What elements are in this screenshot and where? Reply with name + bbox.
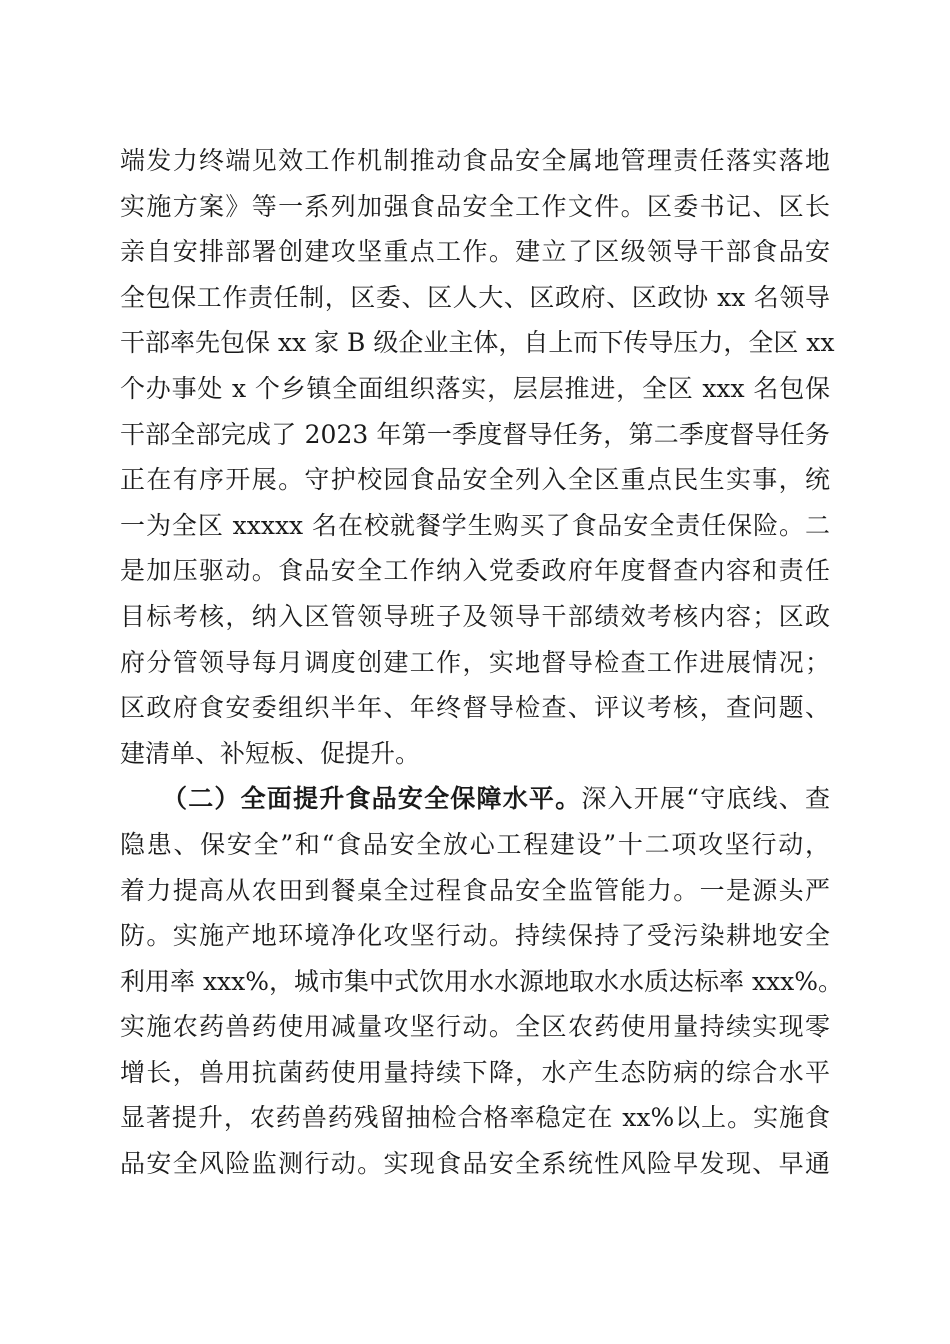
text-line: 全包保工作责任制，区委、区人大、区政府、区政协 xx 名领导 — [120, 282, 830, 312]
text-line: 目标考核，纳入区管领导班子及领导干部绩效考核内容；区政 — [120, 601, 830, 631]
text-line: 实施农药兽药使用减量攻坚行动。全区农药使用量持续实现零 — [120, 1012, 830, 1042]
text-line: 显著提升，农药兽药残留抽检合格率稳定在 xx%以上。实施食 — [120, 1103, 830, 1133]
text-line: 着力提高从农田到餐桌全过程食品安全监管能力。一是源头严 — [120, 875, 830, 905]
text-line: 干部率先包保 xx 家 B 级企业主体，自上而下传导压力，全区 xx — [120, 328, 835, 358]
text-line: 增长，兽用抗菌药使用量持续下降，水产生态防病的综合水平 — [120, 1057, 830, 1087]
text-line: 实施方案》等一系列加强食品安全工作文件。区委书记、区长 — [120, 191, 830, 221]
section-heading: （二）全面提升食品安全保障水平。 — [162, 784, 582, 814]
text-line: 亲自安排部署创建攻坚重点工作。建立了区级领导干部食品安 — [120, 237, 830, 267]
paragraph-first-line — [120, 776, 830, 822]
text-line: 利用率 xxx%，城市集中式饮用水水源地取水水质达标率 xxx%。 — [120, 966, 844, 996]
text-run: 深入开展“守底线、查 — [581, 784, 830, 814]
paragraph-2 — [120, 776, 844, 1186]
paragraph-1 — [120, 138, 835, 776]
text-line: 正在有序开展。守护校园食品安全列入全区重点民生实事，统 — [120, 465, 830, 495]
text-line: 一为全区 xxxxx 名在校就餐学生购买了食品安全责任保险。二 — [120, 510, 830, 540]
text-line: 个办事处 x 个乡镇全面组织落实，层层推进，全区 xxx 名包保 — [120, 373, 830, 403]
text-line: 干部全部完成了 2023 年第一季度督导任务，第二季度督导任务 — [120, 419, 830, 449]
text-line: 隐患、保安全”和“食品安全放心工程建设”十二项攻坚行动， — [120, 829, 830, 859]
text-line: 端发力终端见效工作机制推动食品安全属地管理责任落实落地 — [120, 146, 830, 175]
text-line: 建清单、补短板、促提升。 — [120, 738, 421, 768]
text-line: 防。实施产地环境净化攻坚行动。持续保持了受污染耕地安全 — [120, 921, 830, 951]
text-line: 区政府食安委组织半年、年终督导检查、评议考核，查问题、 — [120, 693, 830, 723]
document-body — [120, 138, 844, 1187]
text-line: 府分管领导每月调度创建工作，实地督导检查工作进展情况； — [120, 647, 830, 677]
text-line: 是加压驱动。食品安全工作纳入党委政府年度督查内容和责任 — [120, 556, 830, 586]
text-line: 品安全风险监测行动。实现食品安全系统性风险早发现、早通 — [120, 1149, 830, 1179]
